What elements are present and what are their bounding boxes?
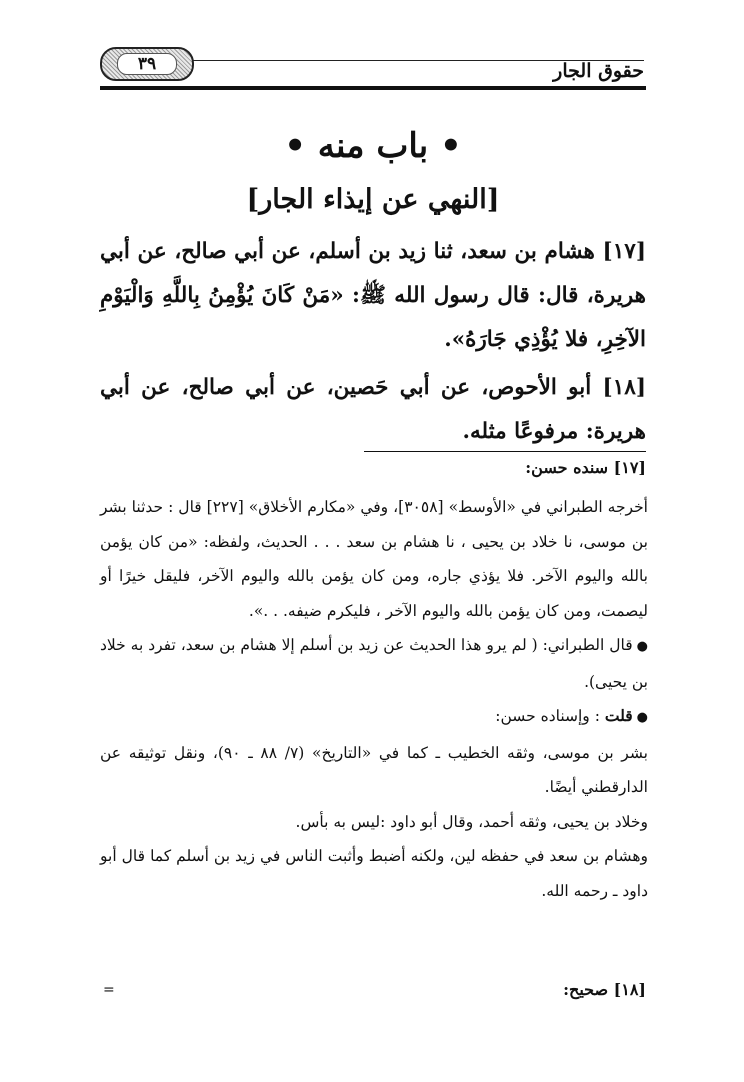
chapter-heading: • باب منه •	[284, 126, 462, 166]
qult-text: : وإسناده حسن:	[495, 707, 600, 725]
footnote-takhrij: أخرجه الطبراني في «الأوسط» [٣٠٥٨]، وفي «مكارم الأخلاق» [٢٢٧] قال : حدثنا بشر بن موسى، نا خلاد بن يحيى ، نا هشام بن سعد . . . الحديث، ولفظه: «من كان يؤمن بالله واليوم الآخر. فلا يؤذي جاره، ومن كان يؤمن بالله واليوم الآخر، فليقل خيرًا أو ليصمت، ومن كان يؤمن بالله واليوم الآخر ، فليكرم ضيفه. . .».	[100, 498, 648, 620]
hadith-17: [١٧] هشام بن سعد، ثنا زيد بن أسلم، عن أبي صالح، عن أبي هريرة، قال: قال رسول الله ﷺ: «مَنْ كَانَ يُؤْمِنُ بِاللَّهِ وَالْيَوْمِ الآخِرِ، فلا يُؤْذِي جَارَهُ».	[100, 239, 646, 352]
continuation-mark: =	[103, 982, 115, 998]
page-number: ٣٩	[137, 54, 157, 74]
footnote-18-heading: [١٨] صحيح:	[563, 980, 646, 999]
bullet-icon: ●	[636, 710, 648, 725]
footnotes-block	[100, 490, 648, 908]
header-thick-rule	[100, 86, 646, 90]
running-title: حقوق الجار	[553, 60, 644, 82]
qult-label: قلت	[604, 706, 633, 725]
footnote-khallad: وخلاد بن يحيى، وثقه أحمد، وقال أبو داود :ليس به بأس.	[295, 812, 648, 831]
footnote-17-heading: [١٧] سنده حسن:	[525, 458, 646, 477]
footnote-separator	[364, 451, 646, 452]
tabarani-quote-text: قال الطبراني: ( لم يرو هذا الحديث عن زيد بن أسلم إلا هشام بن سعد، تفرد به خلاد بن يحيى).	[100, 636, 648, 691]
page-number-badge	[100, 47, 194, 81]
footnote-qult	[100, 699, 648, 736]
bullet-icon: ●	[636, 639, 649, 654]
hadith-18: [١٨] أبو الأحوص، عن أبي حَصين، عن أبي صالح، عن أبي هريرة: مرفوعًا مثله.	[100, 375, 646, 444]
chapter-subtitle: [النهي عن إيذاء الجار]	[246, 184, 500, 215]
footnote-bishr: بشر بن موسى، وثقه الخطيب ـ كما في «التاريخ» (٧/ ٨٨ ـ ٩٠)، ونقل توثيقه عن الدارقطني أيضًا.	[100, 743, 648, 796]
footnote-tabarani-quote	[100, 628, 648, 699]
footnote-hisham: وهشام بن سعد في حفظه لين، ولكنه أضبط وأثبت الناس في زيد بن أسلم كما قال أبو داود ـ رحمه الله.	[100, 847, 648, 900]
